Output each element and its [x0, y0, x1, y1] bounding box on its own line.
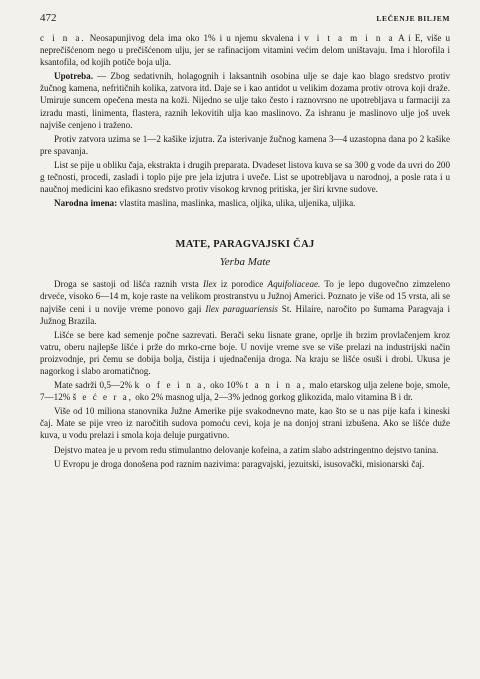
mate-paragraph-composition: Mate sadrži 0,5—2% k o f e i n a, oko 10% t a n i n a, malo etarskog ulja zelene boje, smole, 7—12% š e ć e r a, oko 2% masnog ulja, 2—3% jednog gorkog glikozida, malo vitamina B i dr. — [40, 380, 450, 403]
olive-paragraph-dosage: Protiv zatvora uzima se 1—2 kašike izjutra. Za isterivanje žučnog kamena 3—4 uzastopna dana po 2 kašike pre spavanja. — [40, 133, 450, 156]
mate-paragraph-names: U Evropu je droga donošena pod raznim nazivima: paragvajski, jezuitski, isusovački, misionarski čaj. — [54, 458, 425, 469]
olive-paragraph-usage: Upotreba. — Zbog sedativnih, holagognih i laksantnih osobina ulje se daje kao blago sredstvo protiv žučnog kamena, nefritičnih kolika, zatvora itd. Daje se i kao antidot u velikim dozama protiv otrova koji draže. Umiruje suncem opečena mesta na koži. Nijedno se ulje tako često i raznovrsno ne upotrebljava u farmaciji za izradu masti, linimenta, flastera, raznih lekovitih ulja kao maslinovo. Za ishranu je maslinovo ulje još uvek najviše cenjeno i traženo. — [40, 71, 450, 130]
page-body — [40, 32, 450, 470]
olive-paragraph-folk-names: Narodna imena: vlastita maslina, maslinka, maslica, oljika, ulika, uljenika, uljika. — [54, 198, 356, 209]
mate-paragraph-effect: Dejstvo matea je u prvom redu stimulantno delovanje kofeina, a zatim slabo adstringentno dejstvo tanina. — [54, 444, 439, 455]
mate-paragraph-harvest: Lišće se bere kad semenje počne sazrevati. Berači seku lisnate grane, oprlje ih brzim provlačenjem kroz vatru, oberu najlepše lišće i prže do mrko-crne boje. U novije vreme sve se više prelazi na industrijski način proizvodnje, pri čemu se dobija bolja, čistija i ujednačenija droga. Na kraju se lišće osuši i drobi. Ukusa je nagorkog i slabo aromatičnog. — [40, 329, 450, 376]
section-subtitle: Yerba Mate — [219, 256, 271, 269]
mate-paragraph-consumption: Više od 10 miliona stanovnika Južne Amerike pije svakodnevno mate, kao što se u nas pije kafa i kineski čaj. Mate se pije vreo iz naročitih sudova pomoću cevi, koja je na donjoj strani izbušena. Ako se lišće duže kuva, u vodu prelazi i smola koja deluje purgativno. — [40, 406, 450, 441]
usage-label: Upotreba. — [54, 71, 93, 82]
page-number: 472 — [40, 12, 57, 24]
folk-names-label: Narodna imena: — [54, 198, 118, 209]
section-title: MATE, PARAGVAJSKI ČAJ — [175, 239, 315, 251]
page-header — [40, 12, 450, 24]
mate-paragraph-origin: Droga se sastoji od lišća raznih vrsta Ilex iz porodice Aquifoliaceae. To je lepo dugovečno zimzeleno drveće, visoko 6—14 m, koje raste na velikom prostranstvu u Južnoj Americi. Poznato je više od 15 vrsta, ali se najviše ceni i u novije vreme ponovo gaji Ilex paraguariensis St. Hilaire, naročito po šumama Paragvaja i Južnog Brazila. — [40, 279, 450, 326]
running-title: LEČENJE BILJEM — [376, 14, 450, 23]
olive-paragraph-composition: c i n a. Neosapunjivog dela ima oko 1% i u njemu skvalena i v i t a m i n a A i E, više u neprečišćenom nego u prečišćenom ulju, jer se rafinacijom vitamini većim delom uništavaju. Ima i hlorofila i ksantofila, od kojih potiče boja ulja. — [40, 33, 450, 68]
olive-paragraph-leaf: List se pije u obliku čaja, ekstrakta i drugih preparata. Dvadeset listova kuva se sa 300 g vode da uvri do 200 g tečnosti, procedi, zasladi i toplo pije pre jela izjutra i uveče. List se upotrebljava u narodnoj, a posle rata i u naučnoj medicini kao efikasno sredstvo protiv visokog krvnog pritiska, jer širi krvne sudove. — [40, 159, 450, 195]
